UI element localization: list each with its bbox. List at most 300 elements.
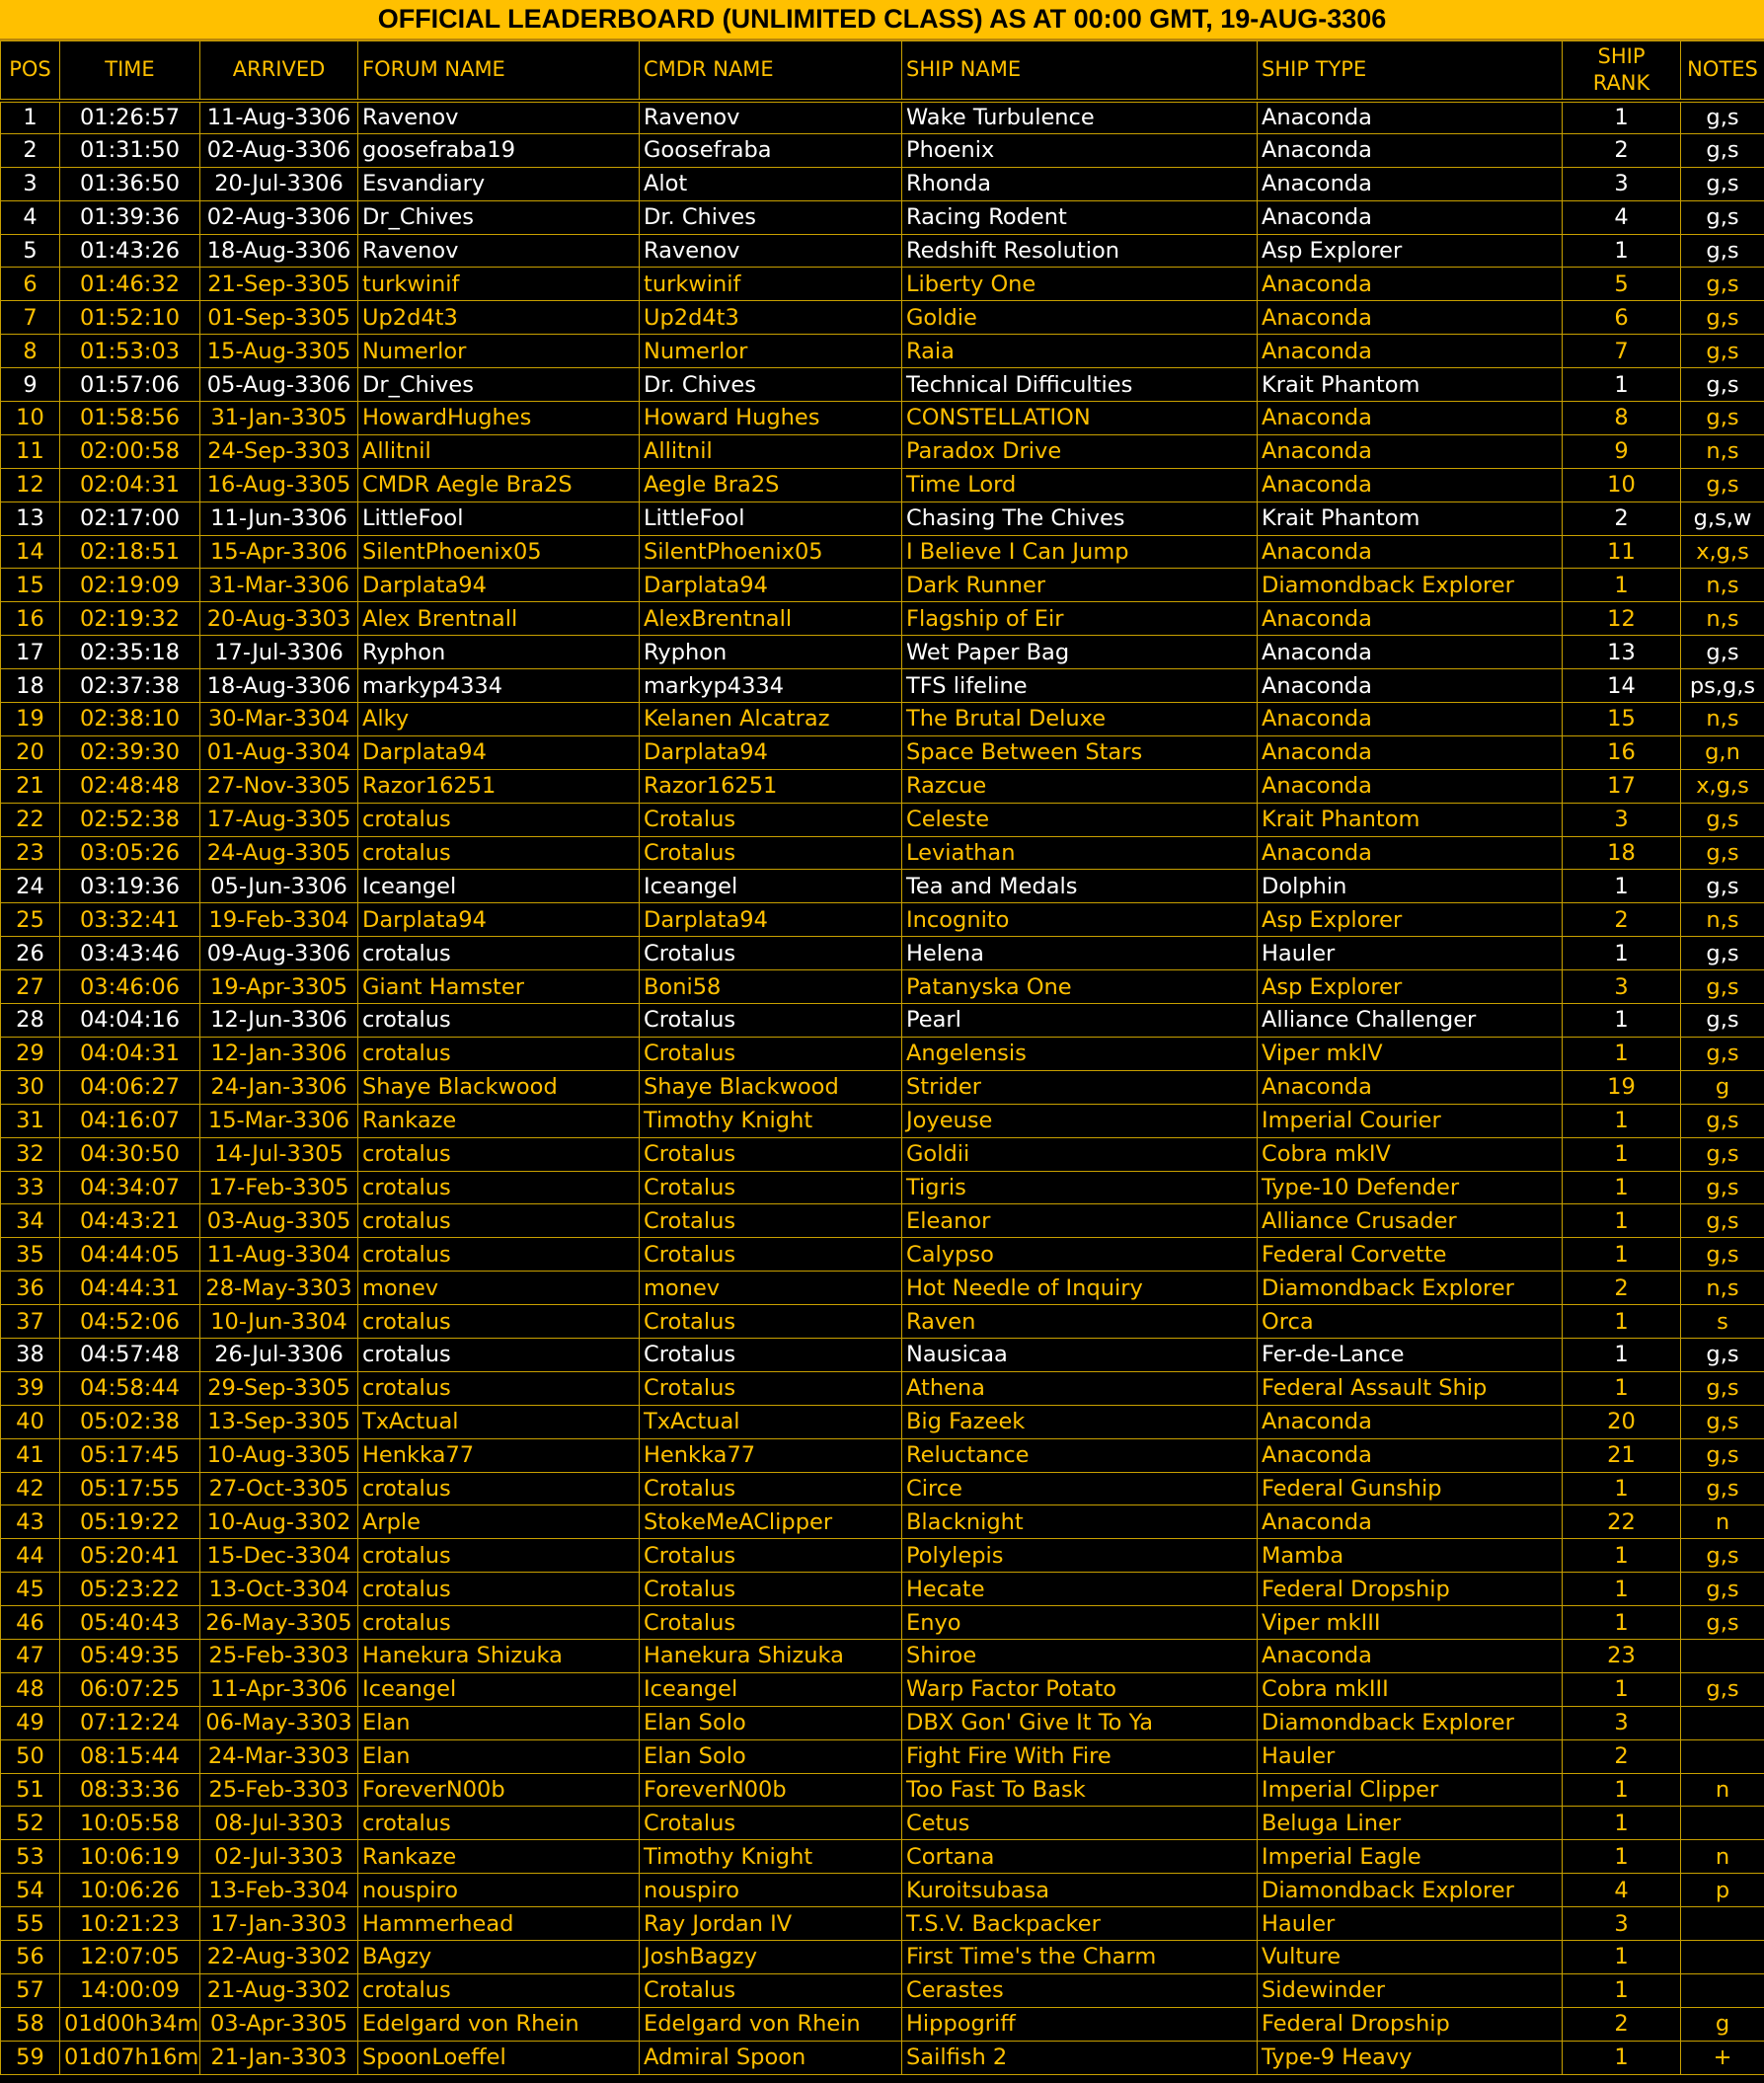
cell-notes: g,s [1681, 1405, 1764, 1438]
cell-arrived: 27-Nov-3305 [200, 769, 358, 803]
cell-notes: x,g,s [1681, 769, 1764, 803]
cell-notes: g,s [1681, 870, 1764, 903]
table-row [1, 1940, 1764, 1973]
cell-pos: 4 [1, 200, 60, 234]
cell-time: 05:23:22 [60, 1573, 200, 1606]
cell-arrived: 10-Aug-3305 [200, 1438, 358, 1472]
cell-pos: 13 [1, 501, 60, 535]
cell-pos: 21 [1, 769, 60, 803]
cell-arrived: 14-Jul-3305 [200, 1137, 358, 1171]
cell-ship-name: DBX Gon' Give It To Ya [902, 1706, 1258, 1739]
cell-ship-rank: 2 [1563, 501, 1681, 535]
cell-notes: n,s [1681, 434, 1764, 468]
cell-ship-name: Tigris [902, 1171, 1258, 1204]
cell-ship-name: Pearl [902, 1004, 1258, 1038]
cell-ship-rank: 6 [1563, 301, 1681, 335]
cell-pos: 56 [1, 1940, 60, 1973]
table-row [1, 1405, 1764, 1438]
cell-cmdr-name: Boni58 [640, 970, 902, 1004]
cell-ship-name: Rhonda [902, 167, 1258, 200]
cell-ship-name: Wake Turbulence [902, 101, 1258, 134]
table-row [1, 167, 1764, 200]
cell-ship-name: Calypso [902, 1238, 1258, 1272]
cell-notes: g,n [1681, 735, 1764, 769]
cell-ship-type: Asp Explorer [1258, 903, 1563, 937]
cell-forum-name: LittleFool [358, 501, 640, 535]
cell-time: 02:37:38 [60, 669, 200, 703]
cell-pos: 25 [1, 903, 60, 937]
cell-forum-name: Edelgard von Rhein [358, 2007, 640, 2041]
cell-ship-type: Krait Phantom [1258, 368, 1563, 402]
cell-forum-name: Allitnil [358, 434, 640, 468]
cell-ship-type: Federal Assault Ship [1258, 1371, 1563, 1405]
leaderboard-title: OFFICIAL LEADERBOARD (UNLIMITED CLASS) AS AT 00:00 GMT, 19-AUG-3306 [0, 0, 1764, 40]
cell-notes: g,s,w [1681, 501, 1764, 535]
cell-arrived: 18-Aug-3306 [200, 234, 358, 268]
cell-notes: n [1681, 1773, 1764, 1807]
cell-time: 01:43:26 [60, 234, 200, 268]
cell-forum-name: Darplata94 [358, 735, 640, 769]
cell-ship-rank: 19 [1563, 1070, 1681, 1104]
cell-cmdr-name: Crotalus [640, 1573, 902, 1606]
cell-cmdr-name: Crotalus [640, 1137, 902, 1171]
cell-notes: g,s [1681, 1573, 1764, 1606]
table-row [1, 1973, 1764, 2007]
cell-forum-name: Ravenov [358, 101, 640, 134]
cell-cmdr-name: markyp4334 [640, 669, 902, 703]
table-body [1, 101, 1764, 2075]
cell-ship-name: Cerastes [902, 1973, 1258, 2007]
cell-ship-name: Hecate [902, 1573, 1258, 1606]
cell-ship-rank: 1 [1563, 1606, 1681, 1640]
cell-ship-type: Cobra mkIII [1258, 1672, 1563, 1706]
cell-time: 03:32:41 [60, 903, 200, 937]
cell-ship-name: Paradox Drive [902, 434, 1258, 468]
cell-arrived: 12-Jan-3306 [200, 1037, 358, 1070]
cell-ship-rank: 1 [1563, 2041, 1681, 2074]
cell-ship-rank: 1 [1563, 101, 1681, 134]
table-row [1, 2041, 1764, 2074]
cell-ship-type: Viper mkIV [1258, 1037, 1563, 1070]
table-row [1, 1171, 1764, 1204]
table-row [1, 1137, 1764, 1171]
cell-ship-type: Hauler [1258, 937, 1563, 970]
cell-notes: n,s [1681, 903, 1764, 937]
col-header-forum-name: FORUM NAME [358, 41, 640, 101]
cell-pos: 24 [1, 870, 60, 903]
cell-pos: 22 [1, 803, 60, 836]
cell-time: 01d00h34m [60, 2007, 200, 2041]
cell-cmdr-name: SilentPhoenix05 [640, 535, 902, 569]
cell-pos: 2 [1, 133, 60, 167]
cell-arrived: 01-Sep-3305 [200, 301, 358, 335]
cell-time: 04:04:16 [60, 1004, 200, 1038]
cell-ship-type: Alliance Crusader [1258, 1204, 1563, 1238]
cell-arrived: 13-Sep-3305 [200, 1405, 358, 1438]
cell-ship-name: Fight Fire With Fire [902, 1739, 1258, 1773]
cell-ship-name: Technical Difficulties [902, 368, 1258, 402]
cell-pos: 55 [1, 1907, 60, 1941]
cell-cmdr-name: nouspiro [640, 1874, 902, 1907]
cell-time: 05:02:38 [60, 1405, 200, 1438]
cell-ship-name: First Time's the Charm [902, 1940, 1258, 1973]
cell-cmdr-name: Crotalus [640, 1305, 902, 1339]
cell-forum-name: ForeverN00b [358, 1773, 640, 1807]
table-row [1, 535, 1764, 569]
cell-ship-type: Anaconda [1258, 636, 1563, 669]
cell-time: 02:52:38 [60, 803, 200, 836]
cell-ship-name: Big Fazeek [902, 1405, 1258, 1438]
cell-ship-type: Krait Phantom [1258, 501, 1563, 535]
cell-ship-type: Imperial Eagle [1258, 1840, 1563, 1874]
cell-ship-type: Orca [1258, 1305, 1563, 1339]
cell-pos: 42 [1, 1472, 60, 1505]
cell-ship-type: Dolphin [1258, 870, 1563, 903]
cell-notes: g,s [1681, 636, 1764, 669]
cell-pos: 35 [1, 1238, 60, 1272]
table-row [1, 970, 1764, 1004]
cell-time: 10:21:23 [60, 1907, 200, 1941]
cell-notes: g,s [1681, 468, 1764, 501]
cell-time: 01:57:06 [60, 368, 200, 402]
cell-pos: 28 [1, 1004, 60, 1038]
cell-forum-name: TxActual [358, 1405, 640, 1438]
cell-ship-type: Cobra mkIV [1258, 1137, 1563, 1171]
cell-cmdr-name: Ray Jordan IV [640, 1907, 902, 1941]
cell-notes: n,s [1681, 703, 1764, 736]
table-row [1, 1672, 1764, 1706]
cell-cmdr-name: Iceangel [640, 1672, 902, 1706]
table-row [1, 937, 1764, 970]
cell-ship-name: Warp Factor Potato [902, 1672, 1258, 1706]
cell-cmdr-name: Alot [640, 167, 902, 200]
cell-arrived: 19-Apr-3305 [200, 970, 358, 1004]
cell-forum-name: crotalus [358, 1137, 640, 1171]
cell-notes: g,s [1681, 1472, 1764, 1505]
cell-cmdr-name: Up2d4t3 [640, 301, 902, 335]
cell-cmdr-name: Admiral Spoon [640, 2041, 902, 2074]
col-header-ship-name: SHIP NAME [902, 41, 1258, 101]
table-row [1, 301, 1764, 335]
cell-ship-type: Federal Dropship [1258, 2007, 1563, 2041]
cell-time: 02:35:18 [60, 636, 200, 669]
cell-notes: g,s [1681, 937, 1764, 970]
cell-ship-name: The Brutal Deluxe [902, 703, 1258, 736]
cell-ship-name: Helena [902, 937, 1258, 970]
cell-pos: 30 [1, 1070, 60, 1104]
cell-arrived: 21-Aug-3302 [200, 1973, 358, 2007]
cell-ship-rank: 2 [1563, 2007, 1681, 2041]
cell-notes: g,s [1681, 1338, 1764, 1371]
cell-cmdr-name: LittleFool [640, 501, 902, 535]
cell-notes [1681, 1706, 1764, 1739]
cell-pos: 52 [1, 1807, 60, 1840]
cell-arrived: 02-Aug-3306 [200, 133, 358, 167]
cell-cmdr-name: Elan Solo [640, 1706, 902, 1739]
cell-time: 05:49:35 [60, 1639, 200, 1672]
cell-cmdr-name: Crotalus [640, 1472, 902, 1505]
cell-forum-name: Rankaze [358, 1104, 640, 1137]
cell-cmdr-name: Hanekura Shizuka [640, 1639, 902, 1672]
cell-arrived: 09-Aug-3306 [200, 937, 358, 970]
cell-time: 14:00:09 [60, 1973, 200, 2007]
cell-notes: g,s [1681, 301, 1764, 335]
cell-ship-rank: 1 [1563, 234, 1681, 268]
cell-ship-name: Redshift Resolution [902, 234, 1258, 268]
cell-ship-type: Sidewinder [1258, 1973, 1563, 2007]
cell-cmdr-name: TxActual [640, 1405, 902, 1438]
cell-ship-rank: 17 [1563, 769, 1681, 803]
cell-ship-rank: 18 [1563, 836, 1681, 870]
cell-cmdr-name: Crotalus [640, 1371, 902, 1405]
table-row [1, 1907, 1764, 1941]
cell-forum-name: HowardHughes [358, 402, 640, 435]
cell-ship-rank: 3 [1563, 1706, 1681, 1739]
cell-forum-name: Iceangel [358, 1672, 640, 1706]
cell-time: 05:40:43 [60, 1606, 200, 1640]
cell-ship-name: I Believe I Can Jump [902, 535, 1258, 569]
table-row [1, 569, 1764, 602]
cell-cmdr-name: Crotalus [640, 1238, 902, 1272]
cell-ship-type: Alliance Challenger [1258, 1004, 1563, 1038]
cell-ship-type: Anaconda [1258, 200, 1563, 234]
cell-notes: g [1681, 2007, 1764, 2041]
cell-forum-name: Ryphon [358, 636, 640, 669]
cell-arrived: 24-Mar-3303 [200, 1739, 358, 1773]
cell-cmdr-name: Crotalus [640, 1973, 902, 2007]
cell-time: 02:18:51 [60, 535, 200, 569]
cell-ship-type: Anaconda [1258, 1639, 1563, 1672]
cell-ship-name: Circe [902, 1472, 1258, 1505]
cell-time: 04:58:44 [60, 1371, 200, 1405]
cell-time: 04:43:21 [60, 1204, 200, 1238]
cell-ship-type: Anaconda [1258, 535, 1563, 569]
col-header-ship-rank [1563, 41, 1681, 101]
cell-cmdr-name: Dr. Chives [640, 200, 902, 234]
cell-cmdr-name: Ryphon [640, 636, 902, 669]
cell-ship-name: Hippogriff [902, 2007, 1258, 2041]
cell-arrived: 24-Aug-3305 [200, 836, 358, 870]
cell-cmdr-name: Shaye Blackwood [640, 1070, 902, 1104]
cell-ship-rank: 1 [1563, 1840, 1681, 1874]
cell-ship-type: Type-10 Defender [1258, 1171, 1563, 1204]
cell-pos: 49 [1, 1706, 60, 1739]
cell-time: 03:05:26 [60, 836, 200, 870]
cell-arrived: 27-Oct-3305 [200, 1472, 358, 1505]
cell-arrived: 17-Aug-3305 [200, 803, 358, 836]
cell-ship-name: Time Lord [902, 468, 1258, 501]
cell-arrived: 22-Aug-3302 [200, 1940, 358, 1973]
cell-ship-name: Goldii [902, 1137, 1258, 1171]
cell-ship-rank: 3 [1563, 1907, 1681, 1941]
cell-time: 05:20:41 [60, 1539, 200, 1573]
cell-forum-name: Up2d4t3 [358, 301, 640, 335]
cell-pos: 32 [1, 1137, 60, 1171]
cell-arrived: 11-Jun-3306 [200, 501, 358, 535]
cell-ship-type: Anaconda [1258, 602, 1563, 636]
cell-cmdr-name: Elan Solo [640, 1739, 902, 1773]
cell-ship-rank: 1 [1563, 1037, 1681, 1070]
cell-arrived: 01-Aug-3304 [200, 735, 358, 769]
cell-ship-name: Strider [902, 1070, 1258, 1104]
cell-arrived: 18-Aug-3306 [200, 669, 358, 703]
cell-forum-name: monev [358, 1272, 640, 1305]
leaderboard-table [0, 40, 1764, 2075]
cell-notes: x,g,s [1681, 535, 1764, 569]
cell-pos: 44 [1, 1539, 60, 1573]
cell-ship-name: Nausicaa [902, 1338, 1258, 1371]
cell-cmdr-name: Crotalus [640, 1037, 902, 1070]
cell-forum-name: crotalus [358, 1305, 640, 1339]
cell-time: 02:17:00 [60, 501, 200, 535]
cell-ship-rank: 15 [1563, 703, 1681, 736]
cell-ship-type: Fer-de-Lance [1258, 1338, 1563, 1371]
cell-pos: 54 [1, 1874, 60, 1907]
cell-cmdr-name: Crotalus [640, 1807, 902, 1840]
cell-ship-type: Asp Explorer [1258, 234, 1563, 268]
cell-time: 05:17:45 [60, 1438, 200, 1472]
cell-ship-rank: 21 [1563, 1438, 1681, 1472]
cell-forum-name: Shaye Blackwood [358, 1070, 640, 1104]
cell-ship-name: Enyo [902, 1606, 1258, 1640]
cell-ship-rank: 1 [1563, 1773, 1681, 1807]
cell-ship-rank: 1 [1563, 937, 1681, 970]
cell-time: 01:52:10 [60, 301, 200, 335]
cell-ship-type: Mamba [1258, 1539, 1563, 1573]
col-header-time: TIME [60, 41, 200, 101]
cell-notes: g,s [1681, 133, 1764, 167]
cell-arrived: 29-Sep-3305 [200, 1371, 358, 1405]
cell-notes: n [1681, 1840, 1764, 1874]
cell-notes [1681, 1739, 1764, 1773]
cell-cmdr-name: Crotalus [640, 803, 902, 836]
cell-arrived: 30-Mar-3304 [200, 703, 358, 736]
table-row [1, 1639, 1764, 1672]
cell-pos: 29 [1, 1037, 60, 1070]
table-row [1, 1539, 1764, 1573]
cell-ship-name: Raven [902, 1305, 1258, 1339]
cell-cmdr-name: Aegle Bra2S [640, 468, 902, 501]
cell-notes [1681, 1807, 1764, 1840]
cell-pos: 39 [1, 1371, 60, 1405]
cell-ship-type: Anaconda [1258, 434, 1563, 468]
cell-forum-name: Darplata94 [358, 903, 640, 937]
cell-forum-name: Darplata94 [358, 569, 640, 602]
cell-ship-name: CONSTELLATION [902, 402, 1258, 435]
cell-time: 05:17:55 [60, 1472, 200, 1505]
cell-cmdr-name: Ravenov [640, 101, 902, 134]
cell-pos: 58 [1, 2007, 60, 2041]
cell-arrived: 05-Jun-3306 [200, 870, 358, 903]
cell-ship-name: Phoenix [902, 133, 1258, 167]
cell-ship-name: Hot Needle of Inquiry [902, 1272, 1258, 1305]
cell-notes: g,s [1681, 1037, 1764, 1070]
cell-notes: s [1681, 1305, 1764, 1339]
cell-ship-type: Federal Dropship [1258, 1573, 1563, 1606]
cell-notes: g,s [1681, 1137, 1764, 1171]
table-row [1, 1840, 1764, 1874]
table-row [1, 1573, 1764, 1606]
cell-ship-name: Eleanor [902, 1204, 1258, 1238]
cell-ship-name: Goldie [902, 301, 1258, 335]
cell-time: 01:39:36 [60, 200, 200, 234]
cell-forum-name: Esvandiary [358, 167, 640, 200]
cell-ship-name: Athena [902, 1371, 1258, 1405]
cell-cmdr-name: Crotalus [640, 1338, 902, 1371]
cell-forum-name: Iceangel [358, 870, 640, 903]
table-row [1, 669, 1764, 703]
ship-rank-line-2: RANK [1592, 70, 1650, 95]
cell-time: 01:58:56 [60, 402, 200, 435]
cell-ship-rank: 1 [1563, 1472, 1681, 1505]
table-row [1, 769, 1764, 803]
cell-ship-type: Anaconda [1258, 167, 1563, 200]
cell-forum-name: Alex Brentnall [358, 602, 640, 636]
table-row [1, 2007, 1764, 2041]
cell-time: 03:46:06 [60, 970, 200, 1004]
cell-ship-rank: 1 [1563, 1004, 1681, 1038]
cell-arrived: 13-Feb-3304 [200, 1874, 358, 1907]
ship-rank-line-1: SHIP [1597, 43, 1646, 68]
cell-ship-rank: 1 [1563, 1305, 1681, 1339]
table-row [1, 368, 1764, 402]
cell-time: 04:57:48 [60, 1338, 200, 1371]
cell-arrived: 11-Apr-3306 [200, 1672, 358, 1706]
cell-time: 10:06:26 [60, 1874, 200, 1907]
cell-notes: p [1681, 1874, 1764, 1907]
cell-pos: 36 [1, 1272, 60, 1305]
cell-forum-name: Dr_Chives [358, 200, 640, 234]
cell-forum-name: SpoonLoeffel [358, 2041, 640, 2074]
cell-ship-rank: 5 [1563, 268, 1681, 301]
cell-notes: n,s [1681, 1272, 1764, 1305]
cell-ship-rank: 2 [1563, 903, 1681, 937]
cell-ship-rank: 1 [1563, 1807, 1681, 1840]
cell-ship-name: Leviathan [902, 836, 1258, 870]
cell-ship-name: Shiroe [902, 1639, 1258, 1672]
cell-time: 02:48:48 [60, 769, 200, 803]
cell-time: 12:07:05 [60, 1940, 200, 1973]
cell-ship-name: Kuroitsubasa [902, 1874, 1258, 1907]
cell-notes: g,s [1681, 1371, 1764, 1405]
cell-notes [1681, 1907, 1764, 1941]
cell-ship-type: Diamondback Explorer [1258, 569, 1563, 602]
cell-pos: 33 [1, 1171, 60, 1204]
cell-ship-name: T.S.V. Backpacker [902, 1907, 1258, 1941]
cell-forum-name: CMDR Aegle Bra2S [358, 468, 640, 501]
cell-cmdr-name: StokeMeAClipper [640, 1505, 902, 1539]
cell-ship-rank: 13 [1563, 636, 1681, 669]
cell-pos: 53 [1, 1840, 60, 1874]
cell-forum-name: crotalus [358, 1037, 640, 1070]
cell-notes: g,s [1681, 1438, 1764, 1472]
cell-ship-type: Anaconda [1258, 703, 1563, 736]
cell-time: 04:06:27 [60, 1070, 200, 1104]
cell-ship-name: TFS lifeline [902, 669, 1258, 703]
cell-ship-type: Anaconda [1258, 1070, 1563, 1104]
cell-ship-rank: 20 [1563, 1405, 1681, 1438]
cell-ship-type: Anaconda [1258, 769, 1563, 803]
cell-ship-name: Sailfish 2 [902, 2041, 1258, 2074]
cell-notes: g,s [1681, 1672, 1764, 1706]
cell-pos: 9 [1, 368, 60, 402]
cell-time: 01d07h16m [60, 2041, 200, 2074]
cell-ship-name: Liberty One [902, 268, 1258, 301]
cell-forum-name: Numerlor [358, 335, 640, 368]
cell-cmdr-name: ForeverN00b [640, 1773, 902, 1807]
cell-forum-name: Dr_Chives [358, 368, 640, 402]
cell-ship-name: Flagship of Eir [902, 602, 1258, 636]
